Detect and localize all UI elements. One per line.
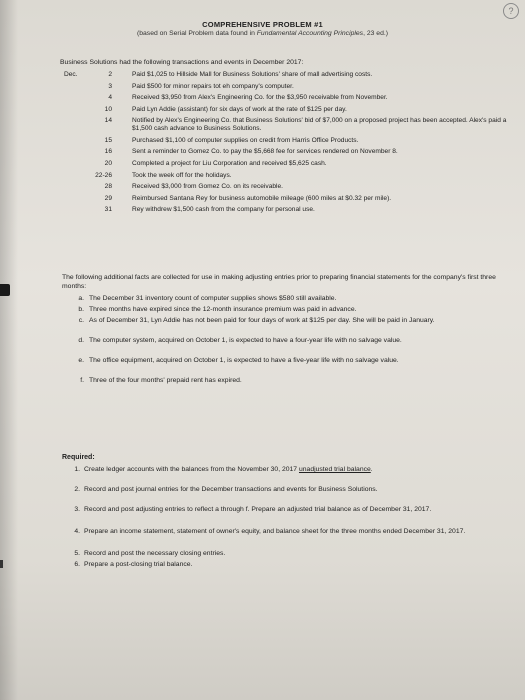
event-date: 22-26 bbox=[95, 171, 112, 179]
required-marker: 3. bbox=[74, 506, 80, 513]
event-date: 16 bbox=[104, 148, 112, 156]
fact-marker: b. bbox=[78, 306, 84, 313]
fact-text: The computer system, acquired on October 1, is expected to have a four-year life with no salvage value. bbox=[89, 337, 402, 344]
event-text: Paid $1,025 to Hillside Mall for Business Solutions' share of mall advertising costs. bbox=[132, 71, 373, 78]
required-marker: 5. bbox=[74, 550, 80, 557]
page-title: COMPREHENSIVE PROBLEM #1 bbox=[202, 20, 323, 29]
required-text bbox=[84, 485, 504, 494]
fact-marker: f. bbox=[80, 377, 84, 384]
required-text-main: Record and post adjusting entries to reflect a through f. Prepare an adjusted trial balance as of December 31, 2017. bbox=[84, 506, 432, 513]
fact-text: Three of the four months' prepaid rent has expired. bbox=[89, 377, 242, 384]
page-shadow bbox=[0, 0, 18, 700]
event-text: Received $3,950 from Alex's Engineering Co. for the $3,950 receivable from November. bbox=[132, 94, 388, 102]
required-text bbox=[84, 465, 504, 474]
fact-marker: a. bbox=[78, 295, 84, 302]
required-text-end: . bbox=[370, 466, 373, 473]
fact-text: The December 31 inventory count of computer supplies shows $580 still available. bbox=[89, 295, 337, 302]
event-date: 29 bbox=[104, 194, 112, 202]
required-text bbox=[84, 549, 504, 558]
required-marker: 1. bbox=[74, 466, 80, 473]
required-text-underlined: unadjusted trial balance bbox=[298, 466, 371, 473]
event-date: 4 bbox=[108, 94, 112, 102]
required-text-main: Create ledger accounts with the balances from the November 30, 2017 bbox=[84, 466, 299, 473]
page-subtitle: (based on Serial Problem data found in Fundamental Accounting Principles, 23 ed.) bbox=[136, 30, 388, 37]
event-text: Rey withdrew $1,500 cash from the company for personal use. bbox=[132, 206, 315, 214]
month-label: Dec. bbox=[64, 71, 78, 78]
required-marker: 2. bbox=[74, 486, 80, 493]
help-icon[interactable]: ? bbox=[503, 3, 519, 19]
event-text: Reimbursed Santana Rey for business automobile mileage (600 miles at $0.32 per mile). bbox=[132, 194, 392, 202]
event-text: Paid Lyn Addie (assistant) for six days of work at the rate of $125 per day. bbox=[132, 105, 347, 113]
event-date: 2 bbox=[108, 71, 112, 78]
required-text-main: Prepare an income statement, statement of owner's equity, and balance sheet for the three months ended December 31, 2017. bbox=[84, 528, 466, 535]
event-text: Sent a reminder to Gomez Co. to pay the $5,668 fee for services rendered on November 8. bbox=[132, 148, 398, 156]
fact-marker: d. bbox=[78, 337, 84, 344]
required-heading: Required: bbox=[62, 454, 95, 461]
fact-text: As of December 31, Lyn Addie has not been paid for four days of work at $125 per day. She will be paid in January. bbox=[89, 317, 435, 324]
side-tab-marker bbox=[0, 284, 10, 296]
required-text bbox=[84, 527, 504, 536]
event-date: 31 bbox=[104, 206, 112, 214]
event-text: Notified by Alex's Engineering Co. that Business Solutions' bid of $7,000 on a proposed project has been accepted. Alex's paid a $1,500 cash advance to Business Solutions. bbox=[132, 116, 507, 132]
event-text: Received $3,000 from Gomez Co. on its receivable. bbox=[132, 183, 283, 191]
event-text: Paid $500 for minor repairs tot eh company's computer. bbox=[132, 82, 294, 90]
facts-intro: The following additional facts are collected for use in making adjusting entries prior to preparing financial statements for the company's first three months: bbox=[62, 274, 496, 290]
event-date: 3 bbox=[108, 82, 112, 90]
fact-text: Three months have expired since the 12-month insurance premium was paid in advance. bbox=[89, 306, 357, 313]
required-marker: 6. bbox=[74, 561, 80, 568]
event-date: 28 bbox=[104, 183, 112, 191]
fact-marker: c. bbox=[78, 317, 84, 324]
event-date: 15 bbox=[104, 136, 112, 144]
required-text bbox=[84, 560, 504, 569]
required-text bbox=[84, 505, 504, 514]
required-text-main: Prepare a post-closing trial balance. bbox=[84, 561, 193, 568]
fact-text: The office equipment, acquired on October 1, is expected to have a five-year life with no salvage value. bbox=[89, 357, 399, 364]
required-marker: 4. bbox=[74, 528, 80, 535]
intro-text: Business Solutions had the following transactions and events in December 2017: bbox=[60, 59, 304, 66]
required-text-main: Record and post journal entries for the December transactions and events for Business Solutions. bbox=[84, 486, 378, 493]
event-text: Purchased $1,100 of computer supplies on credit from Harris Office Products. bbox=[132, 136, 359, 144]
required-text-main: Record and post the necessary closing entries. bbox=[84, 550, 226, 557]
event-date: 14 bbox=[104, 116, 112, 124]
event-text: Completed a project for Liu Corporation and received $5,625 cash. bbox=[132, 160, 327, 167]
event-date: 10 bbox=[104, 105, 112, 113]
fact-marker: e. bbox=[78, 357, 84, 364]
side-mark bbox=[0, 560, 3, 568]
event-text: Took the week off for the holidays. bbox=[132, 171, 232, 179]
event-date: 20 bbox=[104, 160, 112, 167]
